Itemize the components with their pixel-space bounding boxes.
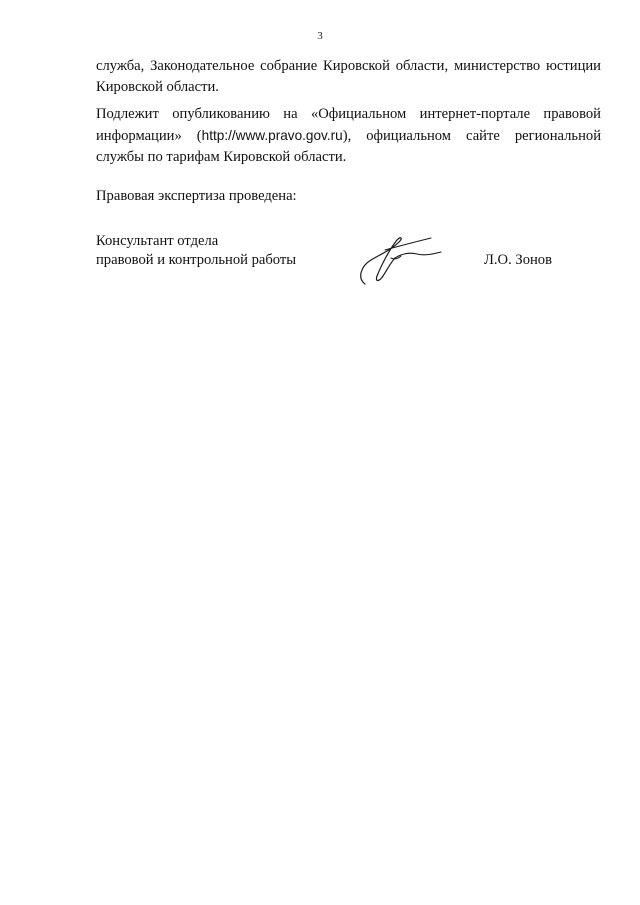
pravo-url-link[interactable]: http://www.pravo.gov.ru <box>201 128 343 143</box>
publication-text-start: Подлежит опубликованию на «Официальном интернет-портале правовой информации» ( <box>96 106 601 144</box>
paragraph-recipients: служба, Законодательное собрание Кировской области, министерство юстиции Кировской области. <box>96 58 601 95</box>
publication-text-end: ), официальном сайте региональной службы по тарифам Кировской области. <box>96 128 601 165</box>
position-line-2: правовой и контрольной работы <box>96 252 297 268</box>
page-number: 3 <box>317 30 323 42</box>
handwritten-signature <box>355 232 445 288</box>
signatory-name: Л.О. Зонов <box>484 252 552 268</box>
paragraph-legal-review: Правовая экспертиза проведена: <box>96 188 297 204</box>
paragraph-publication <box>96 104 601 168</box>
position-line-1: Консультант отдела <box>96 233 219 249</box>
signatory-position <box>96 232 296 270</box>
